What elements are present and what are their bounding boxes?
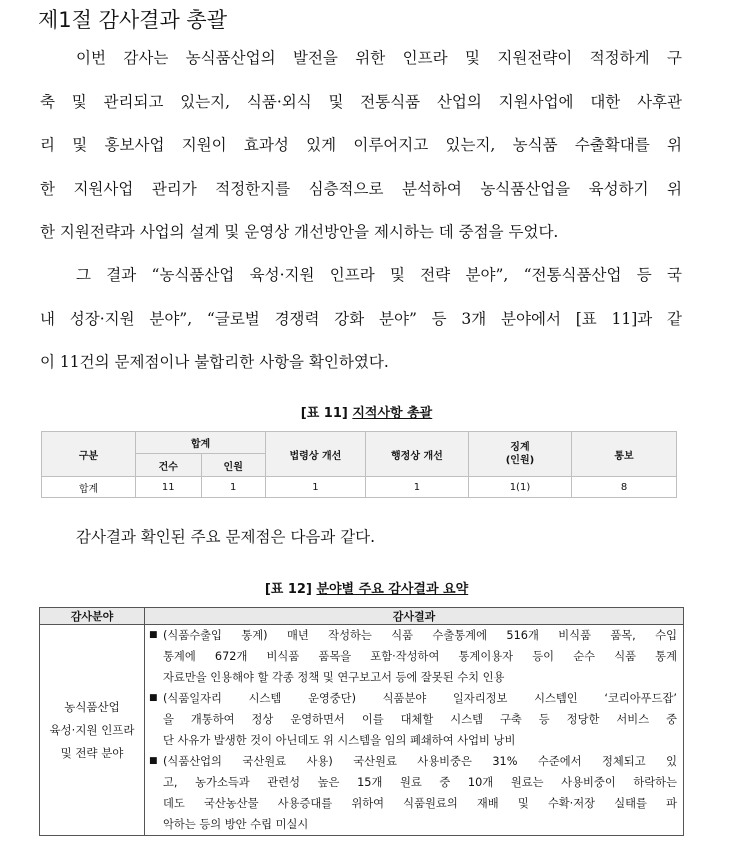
area-line: 농식품산업 bbox=[64, 699, 120, 714]
summary-paragraph bbox=[40, 530, 682, 574]
paragraph-line: 그 결과 “농식품산업 육성·지원 인프라 및 전략 분야”, “전통식품산업 등 국 bbox=[76, 266, 682, 284]
table-row bbox=[40, 625, 684, 836]
result-paragraph bbox=[40, 268, 682, 399]
results-cell bbox=[145, 625, 684, 836]
finding-line: (식품일자리 시스템 운영중단) 식품분야 일자리정보 시스템인 ‘코리아푸드잡’ bbox=[163, 692, 677, 705]
finding-line: (식품산업의 국산원료 사용) 국산원료 사용비중은 31% 수준에서 정체되고 있 bbox=[163, 755, 677, 768]
finding-line: (식품수출입 통계) 매년 작성하는 식품 수출통계에 516개 비식품 품목, 수입 bbox=[163, 629, 677, 642]
finding-line: 데도 국산농산물 사용증대를 위하여 식품원료의 재배 및 수확·저장 실태를 파 bbox=[163, 797, 677, 810]
square-bullet-icon: ■ bbox=[149, 756, 158, 766]
cell-discipline: 1(1) bbox=[468, 477, 571, 498]
header-area: 감사분야 bbox=[40, 608, 145, 625]
area-line: 육성·지원 인프라 bbox=[49, 722, 135, 737]
finding-item bbox=[149, 751, 677, 835]
square-bullet-icon: ■ bbox=[149, 630, 158, 640]
table12-caption-number: [표 12] bbox=[264, 582, 312, 597]
finding-line: 악하는 등의 방안 수립 미실시 bbox=[163, 818, 309, 831]
finding-item bbox=[149, 625, 677, 688]
cell-persons: 1 bbox=[201, 477, 265, 498]
finding-line: 통계에 672개 비식품 품목을 포함·작성하여 통계이용자 등이 순수 식품 통계 bbox=[163, 650, 677, 663]
table11-caption-title: 지적사항 총괄 bbox=[352, 406, 433, 421]
results-by-area-table bbox=[39, 607, 684, 836]
table11-caption bbox=[0, 402, 733, 421]
finding-line: 단 사유가 발생한 것이 아닌데도 위 시스템을 임의 폐쇄하여 사업비 낭비 bbox=[163, 734, 516, 747]
paragraph-line: 내 성장·지원 분야”, “글로벌 경쟁력 강화 분야” 등 3개 분야에서 [표 11]과 같 bbox=[40, 309, 682, 328]
paragraph-line: 한 지원사업 관리가 적정한지를 심층적으로 분석하여 농식품산업을 육성하기 위 bbox=[40, 179, 682, 198]
header-count: 건수 bbox=[136, 454, 201, 477]
paragraph-line: 감사결과 확인된 주요 문제점은 다음과 같다. bbox=[76, 528, 376, 546]
header-discipline: 징계 (인원) bbox=[468, 432, 571, 477]
paragraph-line: 이 11건의 문제점이나 불합리한 사항을 확인하였다. bbox=[40, 353, 389, 371]
finding-line: 을 개통하여 정상 운영하면서 이를 대체할 시스템 구축 등 정당한 서비스 중 bbox=[163, 713, 677, 726]
finding-line: 고, 농가소득과 관련성 높은 15개 원료 중 10개 원료는 사용비중이 하락하는 bbox=[163, 776, 677, 789]
header-category: 구분 bbox=[42, 432, 136, 477]
header-legal: 법령상 개선 bbox=[265, 432, 365, 477]
header-admin: 행정상 개선 bbox=[365, 432, 468, 477]
finding-item bbox=[149, 688, 677, 751]
cell-count: 11 bbox=[136, 477, 201, 498]
area-cell bbox=[40, 625, 145, 836]
cell-admin: 1 bbox=[365, 477, 468, 498]
cell-notice: 8 bbox=[572, 477, 677, 498]
header-notice: 통보 bbox=[572, 432, 677, 477]
header-persons: 인원 bbox=[201, 454, 265, 477]
table11-caption-number: [표 11] bbox=[300, 406, 348, 421]
row-label: 합계 bbox=[42, 477, 136, 498]
header-total: 합계 bbox=[136, 432, 266, 454]
cell-legal: 1 bbox=[265, 477, 365, 498]
header-results: 감사결과 bbox=[145, 608, 684, 625]
findings-summary-table bbox=[41, 431, 677, 498]
table-row bbox=[42, 477, 677, 498]
table12-caption bbox=[0, 578, 733, 597]
area-line: 및 전략 분야 bbox=[60, 745, 124, 760]
paragraph-line: 한 지원전략과 사업의 설계 및 운영상 개선방안을 제시하는 데 중점을 두었다. bbox=[40, 223, 559, 241]
section-heading: 제1절 감사결과 총괄 bbox=[38, 8, 227, 32]
paragraph-line: 리 및 홍보사업 지원이 효과성 있게 이루어지고 있는지, 농식품 수출확대를 위 bbox=[40, 136, 682, 154]
square-bullet-icon: ■ bbox=[149, 693, 158, 703]
table12-caption-title: 분야별 주요 감사결과 요약 bbox=[316, 582, 469, 597]
intro-paragraph bbox=[40, 51, 682, 269]
finding-line: 자료만을 인용해야 할 각종 정책 및 연구보고서 등에 잘못된 수치 인용 bbox=[163, 671, 505, 684]
paragraph-line: 이번 감사는 농식품산업의 발전을 위한 인프라 및 지원전략이 적정하게 구 bbox=[76, 49, 682, 67]
paragraph-line: 축 및 관리되고 있는지, 식품·외식 및 전통식품 산업의 지원사업에 대한 사후관 bbox=[40, 92, 682, 111]
